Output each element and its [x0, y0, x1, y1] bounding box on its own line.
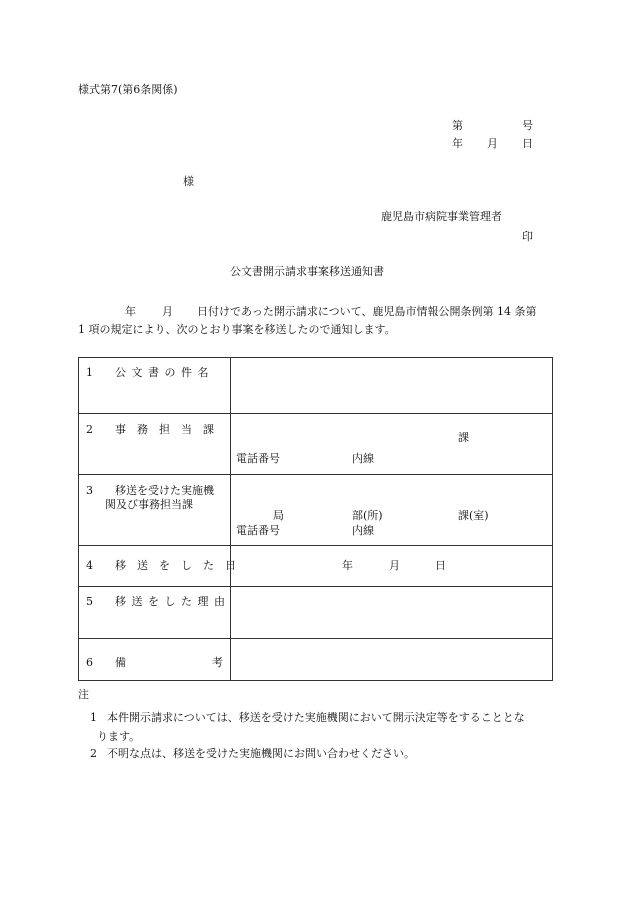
body-line1: 日付けであった開示請求について、鹿児島市情報公開条例第 14 条第	[197, 305, 537, 318]
addressee-suffix: 様	[183, 175, 194, 188]
date-month: 月	[487, 137, 498, 150]
row3-bu: 部(所)	[352, 509, 383, 522]
row1-number: 1	[86, 366, 93, 379]
row6-label-left: 備	[115, 656, 126, 669]
note1-line1: 本件開示請求については、移送を受けた実施機関において開示決定等をすることとな	[107, 711, 525, 724]
row3-tel: 電話番号	[236, 524, 280, 537]
number-dai: 第	[452, 119, 463, 132]
number-go: 号	[522, 119, 533, 132]
row2-number: 2	[86, 423, 93, 436]
row4-year: 年	[342, 559, 353, 572]
note1-line2: ります。	[97, 730, 141, 743]
row6-number: 6	[86, 656, 93, 669]
row2-tel: 電話番号	[236, 452, 280, 465]
row4-day: 日	[435, 559, 446, 572]
note2-number: 2	[90, 747, 97, 760]
row3-naisen: 内線	[352, 524, 374, 537]
form-number: 様式第7(第6条関係)	[78, 83, 178, 96]
notes-heading: 注	[78, 688, 89, 701]
row4-month: 月	[389, 559, 400, 572]
note2-line1: 不明な点は、移送を受けた実施機関にお問い合わせください。	[107, 747, 415, 760]
row3-label-line2: 関及び事務担当課	[105, 498, 193, 511]
row3-label-line1: 移送を受けた実施機	[115, 484, 214, 497]
row3-number: 3	[86, 484, 93, 497]
row4-number: 4	[86, 559, 93, 572]
row6-label-right: 考	[212, 656, 223, 669]
sender-name: 鹿児島市病院事業管理者	[381, 210, 502, 223]
note1-number: 1	[90, 711, 97, 724]
row4-label: 移 送 を し た 日	[115, 559, 236, 572]
row2-ka: 課	[458, 431, 469, 444]
body-year: 年	[125, 305, 136, 318]
body-month: 月	[162, 305, 173, 318]
row2-label: 事 務 担 当 課	[115, 423, 214, 436]
date-day: 日	[522, 137, 533, 150]
row3-ka-shitsu: 課(室)	[458, 509, 489, 522]
document-title: 公文書開示請求事案移送通知書	[230, 265, 384, 278]
row5-number: 5	[86, 595, 93, 608]
date-year: 年	[452, 137, 463, 150]
row2-naisen: 内線	[352, 452, 374, 465]
row5-label: 移 送 を し た 理 由	[115, 595, 226, 608]
body-line2: 1 項の規定により、次のとおり事案を移送したので通知します。	[78, 323, 396, 336]
row3-kyoku: 局	[273, 509, 284, 522]
seal-mark: 印	[522, 230, 533, 243]
row1-label: 公 文 書 の 件 名	[115, 366, 210, 379]
